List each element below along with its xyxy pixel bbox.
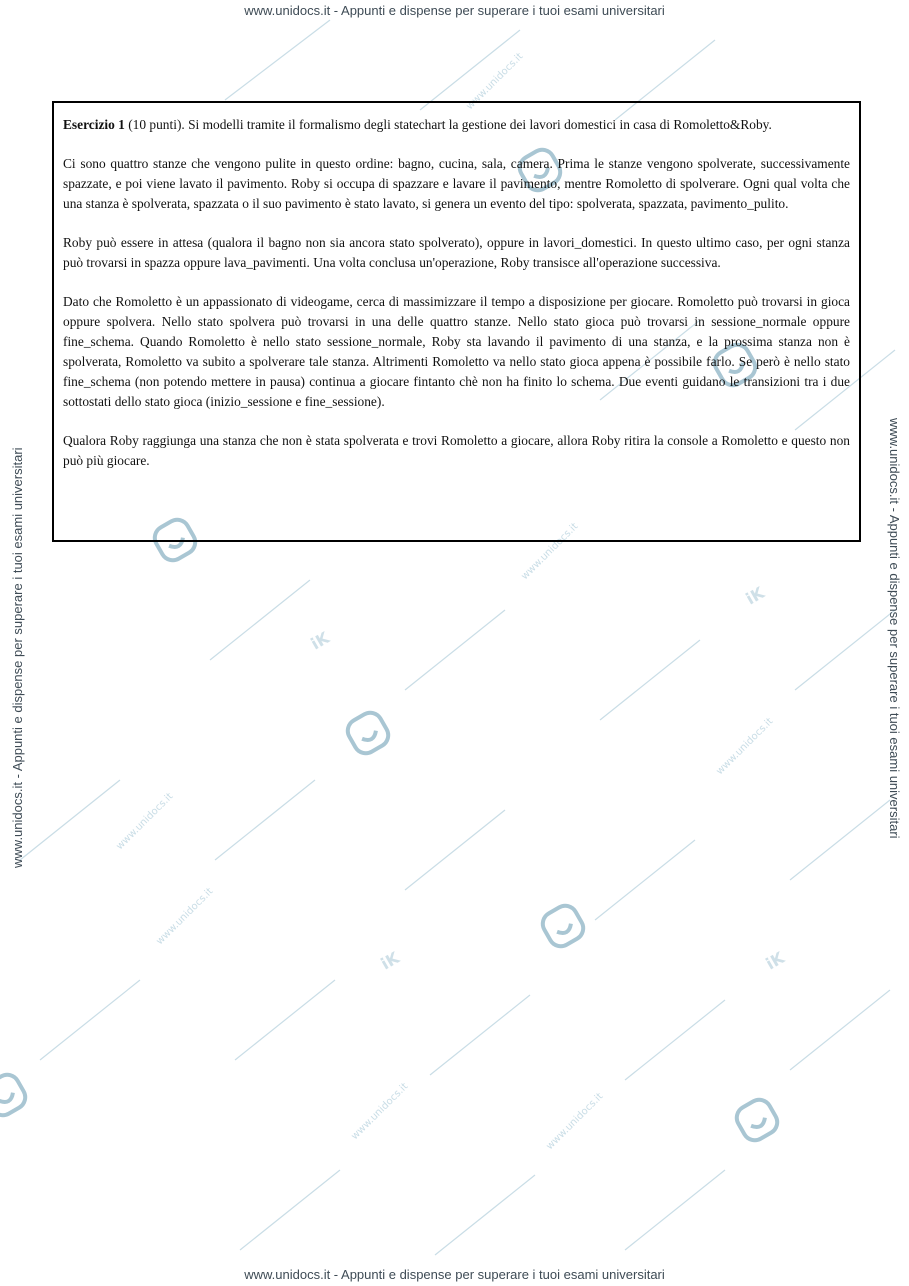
exercise-paragraph-romoletto: Dato che Romoletto è un appassionato di videogame, cerca di massimizzare il tempo a disposizione per giocare. Romoletto può trovarsi in gioca oppure spolvera. Nello stato spolvera può trovarsi in una delle quattro stanze. Nello stato gioca può trovarsi in sessione_normale oppure fine_schema. Quando Romoletto è nello stato sessione_normale, Roby sta lavando il pavimento di una stanza, e la prossima stanza non è spolverata, Romoletto va subito a spolverare tale stanza. Altrimenti Romoletto va nello stato gioca appena è possibile farlo. Se però è nello stato fine_schema (non potendo mettere in pausa) continua a giocare fintanto chè non ha finito lo schema. Due eventi guidano le transizioni tra i due sottostati dello stato gioca (inizio_sessione e fine_sessione). [63, 294, 850, 409]
svg-text:www.unidocs.it: www.unidocs.it [154, 886, 216, 948]
exercise-paragraph-console: Qualora Roby raggiunga una stanza che non è stata spolverata e trovi Romoletto a giocare, allora Roby ritira la console a Romoletto e questo non può più giocare. [63, 433, 850, 468]
svg-text:www.unidocs.it: www.unidocs.it [114, 791, 176, 853]
exercise-box [52, 101, 861, 542]
exercise-paragraph-rooms: Ci sono quattro stanze che vengono pulite in questo ordine: bagno, cucina, sala, camera. Prima le stanze vengono spolverate, successivamente spazzate, e poi viene lavato il pavimento. Roby si occupa di spazzare e lavare il pavimento, mentre Romoletto di spolverare. Ogni qual volta che una stanza è spolverata, spazzata o il suo pavimento è stato lavato, si genera un evento del tipo: spolverata, spazzata, pavimento_pulito. [63, 156, 850, 211]
watermark-left-banner: www.unidocs.it - Appunti e dispense per superare i tuoi esami universitari [10, 447, 25, 868]
svg-text:www.unidocs.it: www.unidocs.it [714, 716, 776, 778]
svg-text:www.unidocs.it: www.unidocs.it [544, 1091, 606, 1153]
watermark-right-banner: www.unidocs.it - Appunti e dispense per superare i tuoi esami universitari [887, 418, 902, 839]
svg-text:www.unidocs.it: www.unidocs.it [349, 1081, 411, 1143]
exercise-paragraph-roby: Roby può essere in attesa (qualora il bagno non sia ancora stato spolverato), oppure in lavori_domestici. In questo ultimo caso, per ogni stanza può trovarsi in spazza oppure lava_pavimenti. Una volta conclusa un'operazione, Roby transisce all'operazione successiva. [63, 235, 850, 270]
svg-text:iK: iK [307, 628, 333, 654]
exercise-points: (10 punti). [128, 117, 185, 132]
svg-text:iK: iK [762, 948, 788, 974]
svg-text:iK: iK [377, 948, 403, 974]
watermark-header-banner: www.unidocs.it - Appunti e dispense per superare i tuoi esami universitari [244, 3, 665, 18]
exercise-intro: Si modelli tramite il formalismo degli statechart la gestione dei lavori domestici in casa di Romoletto&Roby. [188, 117, 772, 132]
exercise-intro-paragraph [63, 115, 850, 135]
svg-text:www.unidocs.it: www.unidocs.it [464, 51, 526, 113]
exercise-title: Esercizio 1 [63, 117, 125, 132]
watermark-footer-banner: www.unidocs.it - Appunti e dispense per superare i tuoi esami universitari [244, 1267, 665, 1282]
svg-text:www.unidocs.it: www.unidocs.it [519, 521, 581, 583]
svg-text:iK: iK [742, 583, 768, 609]
